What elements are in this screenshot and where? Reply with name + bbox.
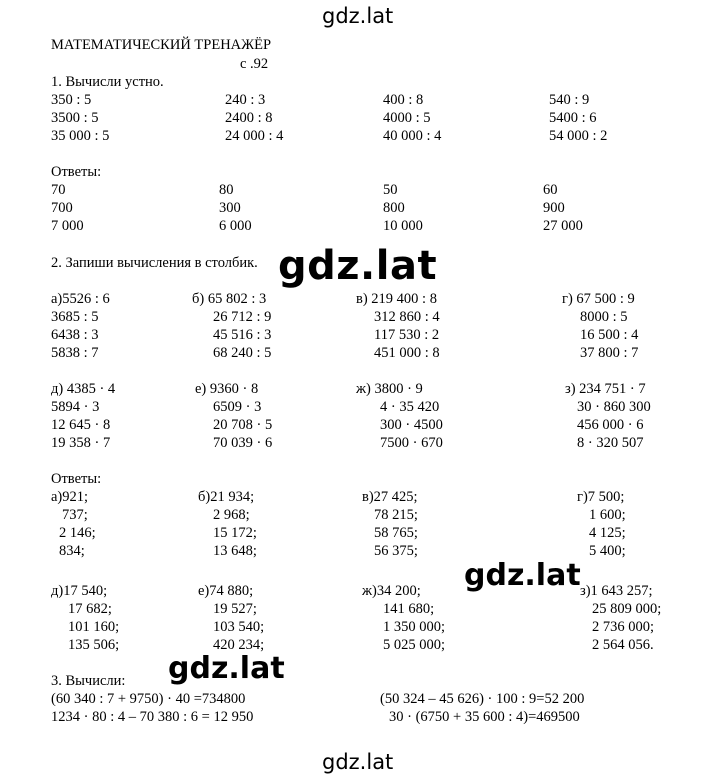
task2-answer: 19 527; bbox=[213, 601, 257, 617]
task2-div-expr: 68 240 : 5 bbox=[213, 345, 272, 361]
task1-heading: 1. Вычисли устно. bbox=[51, 74, 164, 90]
task2-answer: 103 540; bbox=[213, 619, 265, 635]
task2-answer: 420 234; bbox=[213, 637, 265, 653]
task2-answer: 58 765; bbox=[374, 525, 418, 541]
task1-expr: 4000 : 5 bbox=[383, 110, 431, 126]
task2-answer: е)74 880; bbox=[198, 583, 254, 599]
task2-answer: ж)34 200; bbox=[362, 583, 421, 599]
task2-answers-heading: Ответы: bbox=[51, 471, 102, 487]
task1-expr: 5400 : 6 bbox=[549, 110, 597, 126]
task1-expr: 240 : 3 bbox=[225, 92, 266, 108]
task1-expr: 3500 : 5 bbox=[51, 110, 99, 126]
task2-answer: 101 160; bbox=[68, 619, 120, 635]
task2-answer: 15 172; bbox=[213, 525, 257, 541]
task2-mul-expr: 8 · 320 507 bbox=[577, 435, 644, 451]
task2-div-expr: 451 000 : 8 bbox=[374, 345, 440, 361]
task2-div-expr: 3685 : 5 bbox=[51, 309, 99, 325]
watermark-right: gdz.lat bbox=[464, 558, 581, 593]
task2-answer: 2 146; bbox=[59, 525, 96, 541]
task2-answer: г)7 500; bbox=[577, 489, 625, 505]
task3-expression: 1234 · 80 : 4 – 70 380 : 6 = 12 950 bbox=[51, 709, 254, 725]
task2-div-expr: 26 712 : 9 bbox=[213, 309, 272, 325]
task2-mul-expr: 20 708 · 5 bbox=[213, 417, 273, 433]
task1-answer: 300 bbox=[219, 200, 241, 216]
task2-mul-expr: 4 · 35 420 bbox=[380, 399, 440, 415]
task2-answer: 78 215; bbox=[374, 507, 418, 523]
task2-mul-expr: ж) 3800 · 9 bbox=[356, 381, 423, 397]
task2-answer: 25 809 000; bbox=[592, 601, 662, 617]
task2-answer: 135 506; bbox=[68, 637, 120, 653]
task1-answer: 800 bbox=[383, 200, 405, 216]
task2-answer: 2 736 000; bbox=[592, 619, 655, 635]
task2-answer: 5 025 000; bbox=[383, 637, 446, 653]
task1-answer: 60 bbox=[543, 182, 558, 198]
task2-mul-expr: 30 · 860 300 bbox=[577, 399, 651, 415]
task2-answer: 17 682; bbox=[68, 601, 112, 617]
task2-answer: 4 125; bbox=[589, 525, 626, 541]
task2-div-expr: 45 516 : 3 bbox=[213, 327, 272, 343]
task2-mul-expr: 5894 · 3 bbox=[51, 399, 100, 415]
task2-mul-expr: 70 039 · 6 bbox=[213, 435, 273, 451]
page-number: с .92 bbox=[240, 56, 269, 72]
task1-answer: 50 bbox=[383, 182, 398, 198]
task2-mul-expr: 7500 · 670 bbox=[380, 435, 443, 451]
task2-answer: 56 375; bbox=[374, 543, 418, 559]
task2-div-expr: г) 67 500 : 9 bbox=[562, 291, 635, 307]
task2-mul-expr: е) 9360 · 8 bbox=[195, 381, 259, 397]
task1-expr: 24 000 : 4 bbox=[225, 128, 284, 144]
task2-answer: 737; bbox=[62, 507, 88, 523]
task2-answer: 1 350 000; bbox=[383, 619, 446, 635]
task2-answer: в)27 425; bbox=[362, 489, 418, 505]
task3-expression: (60 340 : 7 + 9750) · 40 =734800 bbox=[51, 691, 246, 707]
task1-answer: 900 bbox=[543, 200, 565, 216]
task2-div-expr: 37 800 : 7 bbox=[580, 345, 639, 361]
task1-expr: 350 : 5 bbox=[51, 92, 92, 108]
task2-answer: 5 400; bbox=[589, 543, 626, 559]
task1-answer: 6 000 bbox=[219, 218, 252, 234]
watermark-top: gdz.lat bbox=[322, 4, 394, 28]
task3-heading: 3. Вычисли: bbox=[51, 673, 126, 689]
task2-div-expr: 5838 : 7 bbox=[51, 345, 99, 361]
task1-expr: 35 000 : 5 bbox=[51, 128, 110, 144]
task1-expr: 54 000 : 2 bbox=[549, 128, 608, 144]
task1-expr: 540 : 9 bbox=[549, 92, 590, 108]
task2-mul-expr: 456 000 · 6 bbox=[577, 417, 644, 433]
task1-answer: 10 000 bbox=[383, 218, 423, 234]
task2-div-expr: 117 530 : 2 bbox=[374, 327, 440, 343]
task2-div-expr: 6438 : 3 bbox=[51, 327, 99, 343]
task2-mul-expr: 6509 · 3 bbox=[213, 399, 262, 415]
task2-answer: д)17 540; bbox=[51, 583, 108, 599]
task2-heading: 2. Запиши вычисления в столбик. bbox=[51, 255, 258, 271]
task1-answer: 700 bbox=[51, 200, 73, 216]
task1-expr: 2400 : 8 bbox=[225, 110, 273, 126]
task2-mul-expr: 12 645 · 8 bbox=[51, 417, 111, 433]
task1-answer: 80 bbox=[219, 182, 234, 198]
task1-answer: 70 bbox=[51, 182, 66, 198]
watermark-left: gdz.lat bbox=[168, 651, 285, 686]
task1-expr: 40 000 : 4 bbox=[383, 128, 442, 144]
task2-div-expr: 312 860 : 4 bbox=[374, 309, 440, 325]
task2-mul-expr: 300 · 4500 bbox=[380, 417, 443, 433]
task2-mul-expr: з) 234 751 · 7 bbox=[565, 381, 646, 397]
task2-answer: з)1 643 257; bbox=[580, 583, 653, 599]
task1-expr: 400 : 8 bbox=[383, 92, 424, 108]
document-title: МАТЕМАТИЧЕСКИЙ ТРЕНАЖЁР bbox=[51, 37, 272, 53]
task1-answers-heading: Ответы: bbox=[51, 164, 102, 180]
task1-answer: 27 000 bbox=[543, 218, 583, 234]
task2-mul-expr: 19 358 · 7 bbox=[51, 435, 111, 451]
task2-answer: 2 968; bbox=[213, 507, 250, 523]
task2-answer: 2 564 056. bbox=[592, 637, 654, 653]
task2-div-expr: в) 219 400 : 8 bbox=[356, 291, 437, 307]
task2-answer: 834; bbox=[59, 543, 85, 559]
task3-expression: (50 324 – 45 626) · 100 : 9=52 200 bbox=[380, 691, 585, 707]
task2-div-expr: 16 500 : 4 bbox=[580, 327, 639, 343]
task2-div-expr: а)5526 : 6 bbox=[51, 291, 110, 307]
task2-answer: а)921; bbox=[51, 489, 89, 505]
task2-answer: 13 648; bbox=[213, 543, 257, 559]
task1-answer: 7 000 bbox=[51, 218, 84, 234]
task3-expression: 30 · (6750 + 35 600 : 4)=469500 bbox=[389, 709, 580, 725]
task2-div-expr: б) 65 802 : 3 bbox=[192, 291, 267, 307]
task2-answer: 141 680; bbox=[383, 601, 435, 617]
watermark-bottom: gdz.lat bbox=[322, 750, 394, 774]
task2-div-expr: 8000 : 5 bbox=[580, 309, 628, 325]
task2-mul-expr: д) 4385 · 4 bbox=[51, 381, 116, 397]
task2-answer: 1 600; bbox=[589, 507, 626, 523]
watermark-center: gdz.lat bbox=[278, 243, 438, 289]
task2-answer: б)21 934; bbox=[198, 489, 255, 505]
